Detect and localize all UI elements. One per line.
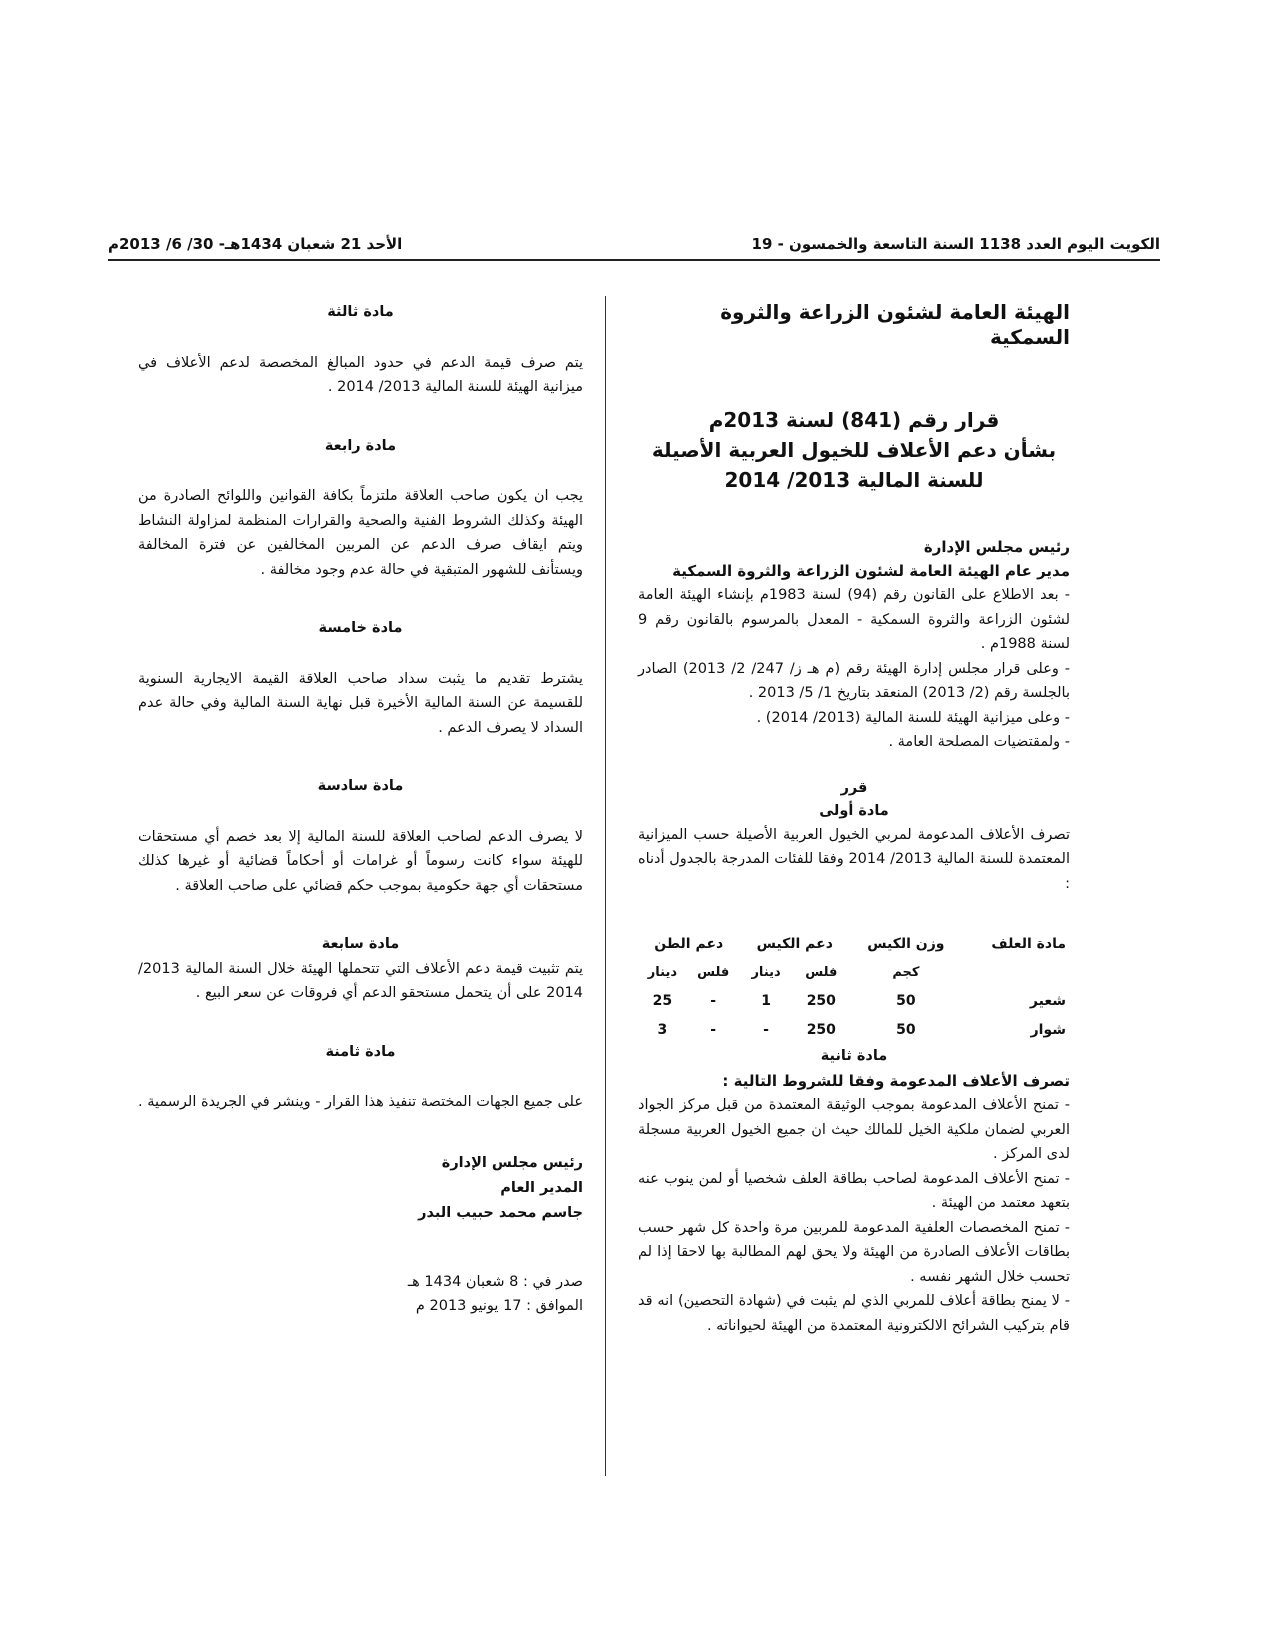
- recital: - بعد الاطلاع على القانون رقم (94) لسنة 1983م بإنشاء الهيئة العامة لشئون الزراعة والثروة السمكية - المعدل بالمرسوم بالقانون رقم 9 لسنة 1988م .: [638, 587, 1070, 652]
- issuer-line: مدير عام الهيئة العامة لشئون الزراعة والثروة السمكية: [672, 562, 1070, 580]
- decision-title: [638, 405, 1070, 495]
- decided-label: قرر: [840, 779, 868, 796]
- recitals: [638, 583, 1070, 755]
- recital: - ولمقتضيات المصلحة العامة .: [888, 734, 1070, 750]
- table-cell: 25: [652, 993, 673, 1009]
- article-title: مادة سابعة: [321, 936, 400, 952]
- table-cell: شعير: [1029, 993, 1066, 1009]
- condition-item: - تمنح الأعلاف المدعومة لصاحب بطاقة العلف شخصيا أو لمن ينوب عنه بتعهد معتمد من الهيئة .: [638, 1170, 1070, 1211]
- table-cell: -: [763, 1021, 769, 1038]
- table-subheader-row: [638, 959, 1070, 988]
- table-subheader: فلس: [697, 964, 730, 980]
- table-cell: 1: [761, 993, 771, 1009]
- issuer-block: [638, 535, 1070, 583]
- article-title: مادة سادسة: [317, 778, 404, 794]
- signatory-name: جاسم محمد حبيب البدر: [418, 1204, 583, 1221]
- condition-item: - لا يمنح بطاقة أعلاف للمربي الذي لم يثبت في (شهادة التحصين) انه قد قام بتركيب الشرائح الالكترونية المعتمدة من الهيئة لحيواناته .: [638, 1293, 1070, 1334]
- table-row: [638, 1016, 1070, 1045]
- condition-item: - تمنح الأعلاف المدعومة بموجب الوثيقة المعتمدة من قبل مركز الجواد العربي لضمان ملكية الخيل للمالك حيث ان جميع الخيول العربية مسجلة لدى المركز .: [638, 1097, 1070, 1162]
- table-cell: -: [710, 1021, 717, 1038]
- decision-subject: بشأن دعم الأعلاف للخيول العربية الأصيلة: [651, 438, 1057, 462]
- issue-date-block: [138, 1270, 583, 1318]
- article-text: يتم صرف قيمة الدعم في حدود المبالغ المخصصة لدعم الأعلاف في ميزانية الهيئة للسنة المالية 2013/ 2014 .: [138, 354, 583, 395]
- condition-item: - تمنح المخصصات العلفية المدعومة للمربين مرة واحدة كل شهر حسب بطاقات الأعلاف الصادرة من الهيئة ولا يحق لهم المطالبة بها لاحقا إذا لم تحسب خلال الشهر نفسه .: [638, 1219, 1070, 1285]
- decision-number: قرار رقم (841) لسنة 2013م: [708, 408, 1000, 432]
- table-subheader: دينار: [751, 964, 781, 980]
- decided-block: [638, 777, 1070, 823]
- table-subheader: كجم: [892, 964, 920, 980]
- table-header: دعم الكيس: [756, 936, 833, 952]
- table-row: [638, 987, 1070, 1016]
- table-cell: -: [710, 993, 717, 1009]
- table-header: مادة العلف: [991, 936, 1066, 952]
- article-title: مادة أولى: [819, 802, 889, 819]
- table-cell: 250: [806, 993, 836, 1009]
- table-cell: 3: [657, 1021, 668, 1038]
- signature-line: المدير العام: [500, 1179, 583, 1196]
- issue-date-hijri: صدر في : 8 شعبان 1434 هـ: [407, 1273, 583, 1290]
- column-divider: [605, 296, 606, 1476]
- table-header: وزن الكيس: [867, 936, 945, 952]
- article-text: يجب ان يكون صاحب العلاقة ملتزماً بكافة القوانين واللوائح الصادرة من الهيئة وكذلك الشروط الفنية والصحية والقرارات المنظمة لمزاولة النشاط ويتم ايقاف صرف الدعم عن المربين المخالفين عن فترة المخالفة ويستأنف للشهور المتبقية في حالة عدم وجود مخالفة .: [138, 488, 583, 578]
- conditions-list: [638, 1093, 1070, 1338]
- table-header-row: [638, 930, 1070, 959]
- header-date: الأحد 21 شعبان 1434هـ- 30/ 6/ 2013م: [108, 235, 403, 253]
- table-subheader: [962, 959, 1070, 988]
- table-cell: 50: [896, 993, 916, 1009]
- article-title: مادة ثالثة: [327, 304, 394, 320]
- decision-fiscal-year: للسنة المالية 2013/ 2014: [724, 468, 984, 492]
- article-text: يتم تثبيت قيمة دعم الأعلاف التي تتحملها الهيئة خلال السنة المالية 2013/ 2014 على أن يتحمل مستحقو الدعم أي فروقات عن سعر البيع .: [138, 960, 583, 1001]
- recital: - وعلى ميزانية الهيئة للسنة المالية (2013/ 2014) .: [756, 709, 1070, 726]
- article-text: على جميع الجهات المختصة تنفيذ هذا القرار - وينشر في الجريدة الرسمية .: [138, 1094, 583, 1110]
- left-column: [138, 300, 583, 1318]
- table-header: دعم الطن: [654, 936, 724, 952]
- feed-support-table: [638, 930, 1070, 1044]
- table-cell: 50: [896, 1021, 916, 1038]
- article-lead: تصرف الأعلاف المدعومة وفقا للشروط التالية :: [722, 1071, 1070, 1090]
- article-title: مادة ثانية: [820, 1048, 888, 1064]
- signature-block: [138, 1151, 583, 1226]
- table-cell: 250: [806, 1021, 836, 1038]
- page-header: [108, 233, 1160, 261]
- authority-name: الهيئة العامة لشئون الزراعة والثروة السمكية: [720, 300, 1070, 349]
- article-text: تصرف الأعلاف المدعومة لمربي الخيول العربية الأصيلة حسب الميزانية المعتمدة للسنة المالية 2013/ 2014 وفقا للفئات المدرجة بالجدول أدناه :: [638, 826, 1070, 892]
- right-column: [638, 300, 1070, 1338]
- issuer-line: رئيس مجلس الإدارة: [923, 538, 1070, 556]
- table-subheader: دينار: [647, 964, 678, 980]
- header-issue-info: الكويت اليوم العدد 1138 السنة التاسعة والخمسون - 19: [751, 235, 1160, 253]
- table-cell: شوار: [1030, 1021, 1066, 1038]
- article-title: مادة رابعة: [324, 437, 397, 454]
- article-text: يشترط تقديم ما يثبت سداد صاحب العلاقة القيمة الايجارية السنوية للقسيمة عن السنة المالية الأخيرة قبل نهاية السنة المالية وفي حالة عدم السداد لا يصرف الدعم .: [138, 670, 583, 736]
- recital: - وعلى قرار مجلس إدارة الهيئة رقم (م هـ ز/ 247/ 2/ 2013) الصادر بالجلسة رقم (2/ 2013) المنعقد بتاريخ 1/ 5/ 2013 .: [638, 660, 1071, 701]
- article-title: مادة خامسة: [318, 620, 403, 636]
- table-subheader: فلس: [805, 964, 838, 980]
- article-title: مادة ثامنة: [325, 1043, 396, 1060]
- article-text: لا يصرف الدعم لصاحب العلاقة للسنة المالية إلا بعد خصم أي مستحقات للهيئة سواء كانت رسوماً أو غرامات أو أحكاماً قضائية أو غيرها كذلك مستحقات أي جهة حكومية بموجب حكم قضائي على صاحب العلاقة .: [138, 828, 583, 894]
- signature-line: رئيس مجلس الإدارة: [441, 1154, 583, 1171]
- issue-date-gregorian: الموافق : 17 يونيو 2013 م: [415, 1297, 583, 1314]
